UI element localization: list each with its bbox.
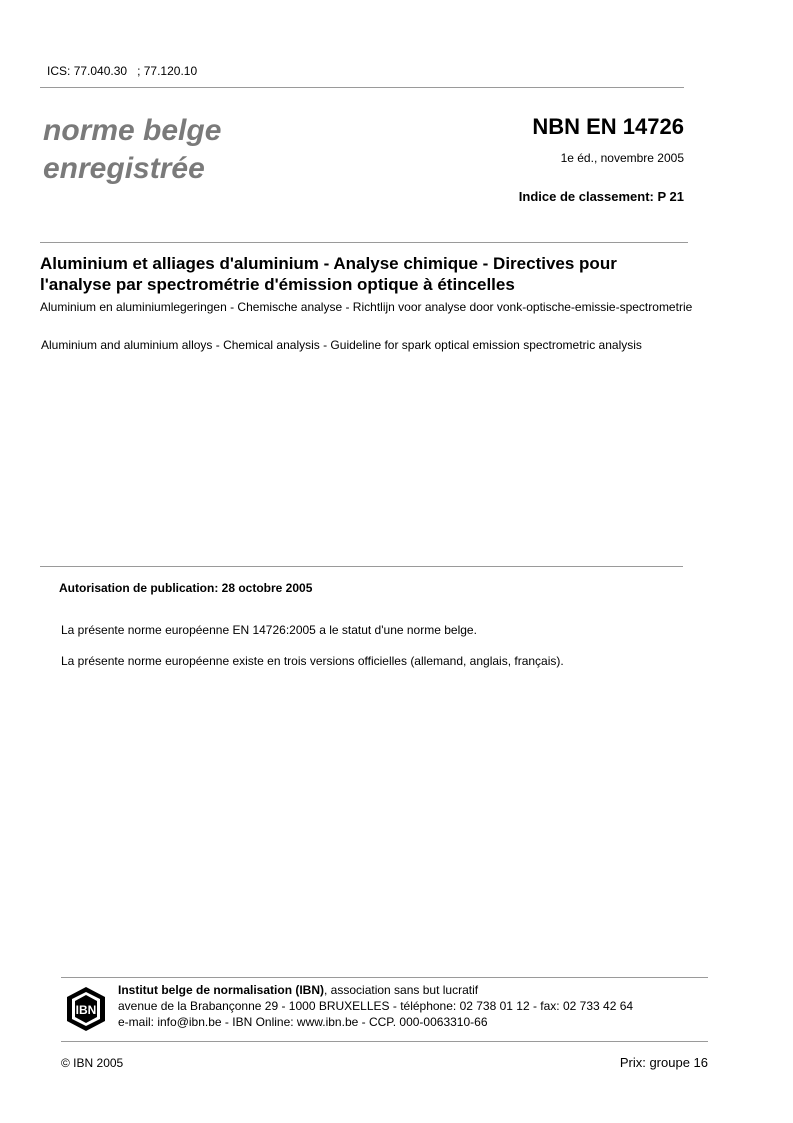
- title-dutch: Aluminium en aluminiumlegeringen - Chemische analyse - Richtlijn voor analyse door vonk-optische-emissie-spectrometrie: [40, 300, 693, 314]
- footer-top-divider: [61, 977, 708, 978]
- institute-contact: e-mail: info@ibn.be - IBN Online: www.ibn.be - CCP. 000-0063310-66: [118, 1015, 488, 1029]
- status-statement: La présente norme européenne EN 14726:2005 a le statut d'une norme belge.: [61, 623, 477, 637]
- institute-name-line: [118, 983, 478, 997]
- brand-line-2: enregistrée: [43, 152, 205, 185]
- institute-legal-form: , association sans but lucratif: [324, 983, 479, 997]
- publication-authorization: Autorisation de publication: 28 octobre 2005: [59, 581, 313, 595]
- ics-code-1: 77.040.30: [73, 64, 128, 78]
- title-bottom-divider: [40, 566, 683, 567]
- versions-statement: La présente norme européenne existe en trois versions officielles (allemand, anglais, français).: [61, 654, 564, 668]
- brand-title: [43, 112, 221, 188]
- header-divider: [40, 87, 684, 88]
- institute-name: Institut belge de normalisation (IBN): [118, 983, 325, 997]
- institute-address: avenue de la Brabançonne 29 - 1000 BRUXELLES - téléphone: 02 738 01 12 - fax: 02 733 42 64: [118, 999, 634, 1013]
- footer-bottom-divider: [61, 1041, 708, 1042]
- title-french: Aluminium et alliages d'aluminium - Analyse chimique - Directives pour l'analyse par spectrométrie d'émission optique à étincelles: [40, 254, 617, 294]
- ics-code-2: ; 77.120.10: [137, 64, 198, 78]
- title-top-divider: [40, 242, 688, 243]
- ibn-logo-icon: [66, 986, 106, 1032]
- svg-text:IBN: IBN: [75, 1003, 97, 1017]
- standard-edition: 1e éd., novembre 2005: [560, 151, 684, 165]
- standard-number: NBN EN 14726: [532, 114, 684, 139]
- title-english: Aluminium and aluminium alloys - Chemical analysis - Guideline for spark optical emission spectrometric analysis: [41, 338, 642, 352]
- classification-index: Indice de classement: P 21: [518, 189, 684, 204]
- brand-line-1: norme belge: [43, 114, 222, 147]
- copyright: © IBN 2005: [61, 1056, 124, 1070]
- ics-label: ICS:: [47, 64, 71, 78]
- price-group: Prix: groupe 16: [619, 1055, 708, 1070]
- ics-classification: [47, 64, 197, 78]
